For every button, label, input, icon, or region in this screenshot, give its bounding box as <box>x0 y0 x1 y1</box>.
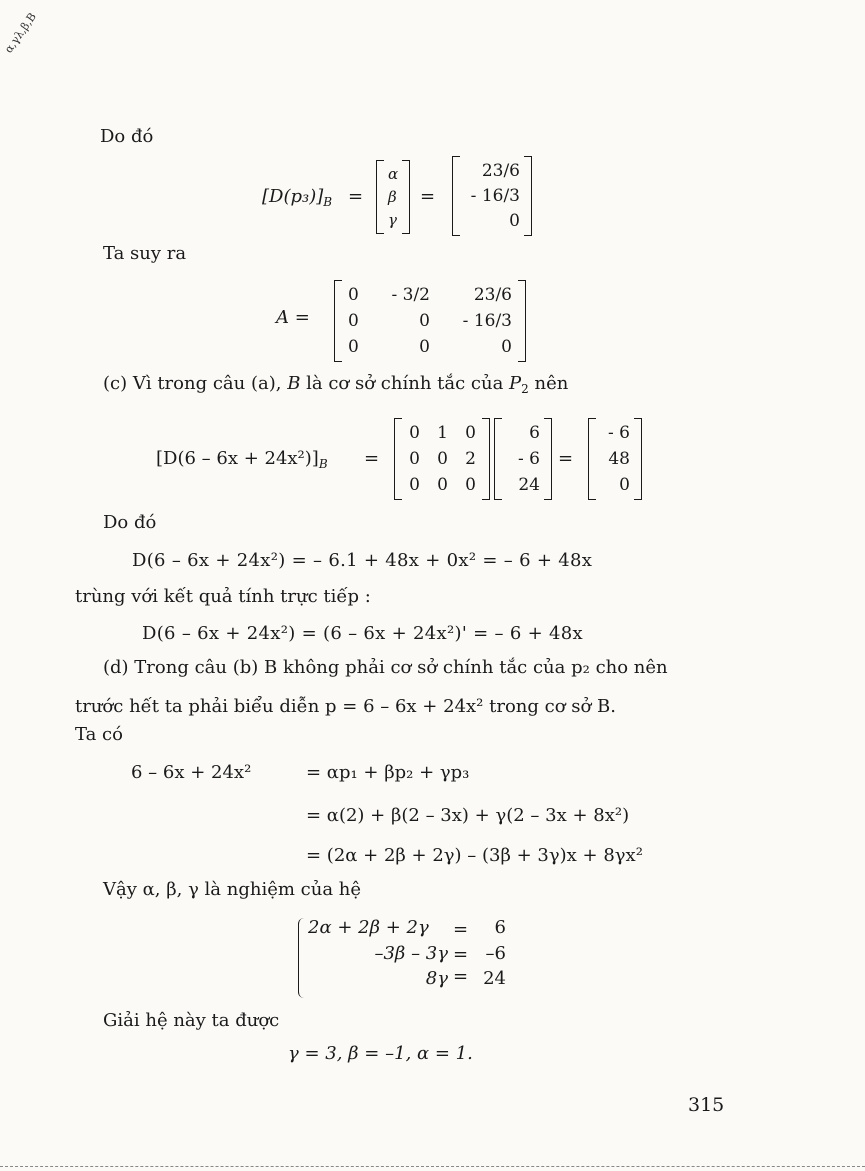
system-row-lhs: 2α + 2β + 2γ <box>308 917 429 938</box>
vec-entry: - 16/3 <box>470 185 520 206</box>
s1-lhs: $[D(p_3)]_B$ <box>262 186 333 209</box>
system-row-lhs: –3β – 3γ <box>374 943 448 964</box>
vec-entry: γ <box>388 211 397 230</box>
matrix-cell: 0 <box>348 337 359 357</box>
s3-matrix-d <box>394 418 490 500</box>
s5-solution: γ = 3, β = –1, α = 1. <box>288 1043 473 1064</box>
s5-solve-intro: Giải hệ này ta được <box>103 1010 280 1031</box>
matrix-cell: 0 <box>419 337 430 357</box>
s3-intro: (c) Vì trong câu (a), B là cơ sở chính tắc của $P_2$ nên <box>103 373 569 396</box>
s1-intro: Do đó <box>100 126 154 147</box>
s4-derivative-line: D(6 – 6x + 24x²) = – 6.1 + 48x + 0x² = – 6 + 48x <box>132 550 593 571</box>
vec-entry: 6 <box>529 423 540 443</box>
vec-entry: 0 <box>619 475 630 495</box>
s5-eq-row: = (2α + 2β + 2γ) – (3β + 3γ)x + 8γx² <box>306 845 643 866</box>
matrix-cell: 2 <box>465 449 476 469</box>
system-row-rhs: 6 <box>494 917 506 938</box>
s5-text-line1: (d) Trong câu (b) B không phải cơ sở chính tắc của p₂ cho nên <box>103 657 668 678</box>
matrix-cell: 0 <box>409 423 420 443</box>
s5-text-line3: Ta có <box>75 724 123 745</box>
vec-entry: - 6 <box>518 449 540 469</box>
s5-eq-row: = α(2) + β(2 – 3x) + γ(2 – 3x + 8x²) <box>306 805 630 826</box>
vec-entry: 0 <box>509 211 520 232</box>
matrix-cell: 0 <box>437 449 448 469</box>
vec-entry: - 6 <box>608 423 630 443</box>
s1-value-vector <box>452 156 532 236</box>
matrix-cell: 0 <box>348 285 359 305</box>
system-brace <box>298 918 305 998</box>
bottom-rule <box>0 1166 865 1167</box>
system-row-lhs: 8γ <box>425 968 448 989</box>
s2-intro: Ta suy ra <box>103 243 187 264</box>
s3-lhs: $[D(6 - 6x + 24x^2)]_B$ <box>156 448 328 471</box>
system-row-rhs: –6 <box>485 943 506 964</box>
matrix-cell: 0 <box>501 337 512 357</box>
matrix-cell: 1 <box>437 423 448 443</box>
matrix-cell: 0 <box>409 475 420 495</box>
matrix-cell: 0 <box>437 475 448 495</box>
s5-system-intro: Vậy α, β, γ là nghiệm của hệ <box>103 879 362 900</box>
vec-entry: 48 <box>608 449 630 469</box>
s1-symbol-vector <box>376 160 410 234</box>
s5-text-line2: trước hết ta phải biểu diễn p = 6 – 6x + 24x² trong cơ sở B. <box>75 696 617 717</box>
s4-direct-line: D(6 – 6x + 24x²) = (6 – 6x + 24x²)' = – 6 + 48x <box>142 623 583 644</box>
s4-intro: Do đó <box>103 512 157 533</box>
matrix-cell: 0 <box>465 423 476 443</box>
s3-eq: = <box>364 448 380 469</box>
matrix-cell: 0 <box>348 311 359 331</box>
vec-entry: β <box>388 187 397 206</box>
matrix-cell: - 3/2 <box>391 285 430 305</box>
system-row-eq: = <box>453 919 469 940</box>
corner-note: α,γλ,β,B <box>2 10 39 56</box>
system-row-rhs: 24 <box>483 968 506 989</box>
system-row-eq: = <box>453 966 469 987</box>
s4-compare-text: trùng với kết quả tính trực tiếp : <box>75 586 371 607</box>
matrix-cell: 23/6 <box>473 285 512 305</box>
matrix-cell: 0 <box>465 475 476 495</box>
vec-entry: 24 <box>518 475 540 495</box>
s2-matrix-a <box>334 280 526 362</box>
s1-eq: = <box>348 186 364 207</box>
vec-entry: α <box>388 164 399 183</box>
matrix-cell: 0 <box>409 449 420 469</box>
matrix-cell: 0 <box>419 311 430 331</box>
system-row-eq: = <box>453 944 469 965</box>
page-number: 315 <box>688 1094 725 1116</box>
s5-eq-row: = αp₁ + βp₂ + γp₃ <box>306 762 470 783</box>
s2-lhs: A = <box>276 307 310 328</box>
s3-coeff-vector <box>494 418 552 500</box>
s5-eq-lhs: 6 – 6x + 24x² <box>131 762 252 783</box>
s3-eq2: = <box>558 448 574 469</box>
s1-eq2: = <box>420 186 436 207</box>
s3-result-vector <box>588 418 642 500</box>
vec-entry: 23/6 <box>481 160 520 181</box>
matrix-cell: - 16/3 <box>462 311 512 331</box>
